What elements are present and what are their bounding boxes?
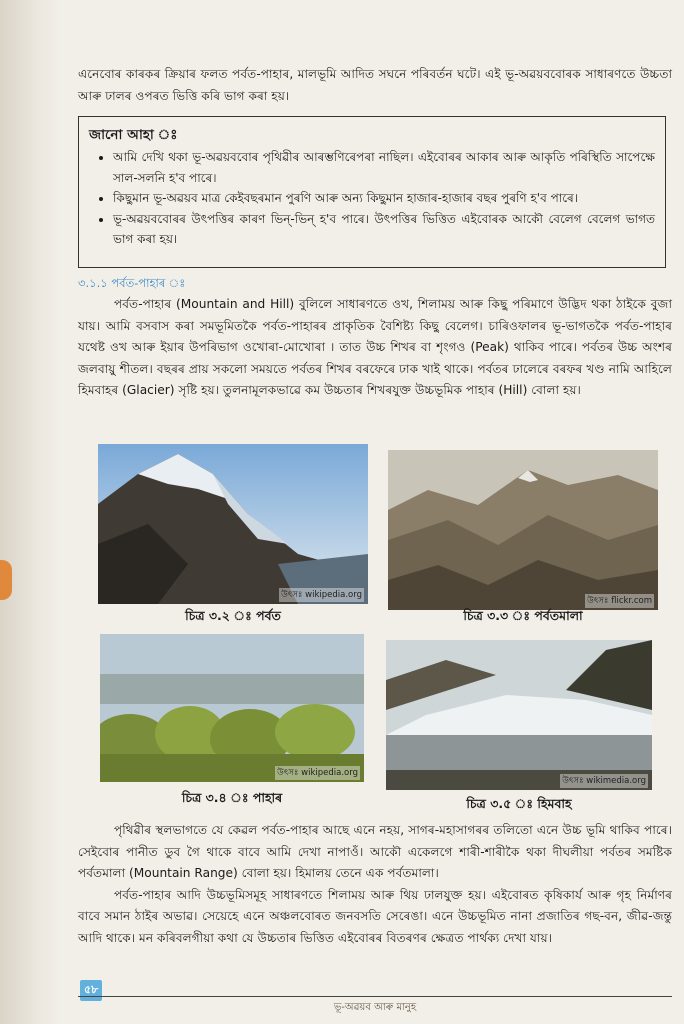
- page-number: ৫৮: [80, 980, 102, 1001]
- book-binding-shadow: [0, 0, 64, 1024]
- hills-illustration: [100, 634, 364, 782]
- know-box-list: [89, 147, 655, 250]
- footer-book-title: ভূ-অৱয়ব আৰু মানুহ: [333, 1002, 417, 1013]
- figure-caption: চিত্ৰ ৩.২ ঃ পৰ্বত: [185, 608, 281, 623]
- photo-credit: উৎসঃ wikipedia.org: [277, 768, 358, 778]
- textbook-page: [78, 62, 672, 1012]
- mountain-photo: [98, 444, 368, 604]
- glacier-illustration: [386, 640, 652, 790]
- know-box-bullet: • আমি দেখি থকা ভূ-অৱয়ববোৰ পৃথিৱীৰ আৰম্ভণিৰেপৰা নাছিল। এইবোৰৰ আকাৰ আৰু আকৃতি পৰিস্থিতি সাপেক্ষে সাল-সলনি হ'ব পাৰে।: [113, 147, 655, 188]
- photo-credit: উৎসঃ wikipedia.org: [281, 590, 362, 600]
- mountain-range-paragraph: পৃথিৱীৰ স্থলভাগতে যে কেৱল পৰ্বত-পাহাৰ আছে এনে নহয়, সাগৰ-মহাসাগৰৰ তলিতো এনে উচ্চ ভূমি থাকিব পাৰে। সেইবোৰ পানীত ডুব গৈ থাকে বাবে আমি দেখা নাপাওঁ। আকৌ একেলগে শাৰী-শাৰীকৈ থকা দীঘলীয়া পৰ্বতৰ সমষ্টিক পৰ্বতমালা (Mountain Range) বোলা হয়। হিমালয় তেনে এক পৰ্বতমালা।: [78, 823, 672, 880]
- figure-caption: চিত্ৰ ৩.৫ ঃ হিমবাহ: [466, 796, 572, 811]
- intro-paragraph: এনেবোৰ কাৰকৰ ক্ৰিয়াৰ ফলত পৰ্বত-পাহাৰ, মালভূমি আদিত সঘনে পৰিবৰ্তন ঘটে। এই ভূ-অৱয়ববোৰক সাধাৰণতে উচ্চতা আৰু ঢালৰ ওপৰত ভিত্তি কৰি ভাগ কৰা হয়।: [78, 67, 672, 103]
- page-edge-tab: [0, 560, 12, 600]
- mountain-range-illustration: [388, 450, 658, 610]
- know-box-bullet: • কিছুমান ভূ-অৱয়ব মাত্ৰ কেইবছৰমান পুৰণি আৰু অন্য কিছুমান হাজাৰ-হাজাৰ বছৰ পুৰণি হ'ব পাৰে।: [113, 188, 655, 209]
- figure-caption: চিত্ৰ ৩.৩ ঃ পৰ্বতমালা: [463, 608, 583, 623]
- figure-caption: চিত্ৰ ৩.৪ ঃ পাহাৰ: [181, 790, 283, 805]
- photo-credit: উৎসঃ wikimedia.org: [562, 776, 646, 786]
- hills-photo: [100, 634, 364, 782]
- know-box-bullet: • ভূ-অৱয়ববোৰৰ উৎপত্তিৰ কাৰণ ভিন্-ভিন্ হ'ব পাৰে। উৎপত্তিৰ ভিত্তিত এইবোৰক আকৌ বেলেগ বেলেগ ভাগত ভাগ কৰা হয়।: [113, 209, 655, 250]
- mountain-paragraph: পৰ্বত-পাহাৰ (Mountain and Hill) বুলিলে সাধাৰণতে ওখ, শিলাময় আৰু কিছু পৰিমাণে উদ্ভিদ থকা ঠাইকে বুজা যায়। আমি বসবাস কৰা সমভূমিতকৈ পৰ্বত-পাহাৰৰ প্ৰাকৃতিক বৈশিষ্ট্য কিছু বেলেগ। চাৰিওফালৰ ভূ-ভাগতকৈ পৰ্বত-পাহাৰ যথেষ্ট ওখ আৰু ইয়াৰ উপৰিভাগ ওখোৰা-মোখোৰা । তাত উচ্চ শিখৰ বা শৃংগও (Peak) থাকিব পাৰে। পৰ্বতৰ উচ্চ অংশৰ জলবায়ু শীতল। বছৰৰ প্ৰায় সকলো সময়তে পৰ্বতৰ শিখৰ বৰফেৰে ঢাক খাই থাকে। পৰ্বতৰ ঢালেৰে বৰফৰ খণ্ড নামি আহিলে হিমবাহৰ (Glacier) সৃষ্টি হয়। তুলনামূলকভাৱে কম উচ্চতাৰ শিখৰযুক্ত উচ্চভূমিক পাহাৰ (Hill) বোলা হয়।: [78, 297, 672, 397]
- mountain-illustration: [98, 444, 368, 604]
- glacier-photo: [386, 640, 652, 790]
- mountain-range-photo: [388, 450, 658, 610]
- know-box-title: জানো আহা ঃ: [89, 127, 178, 143]
- section-heading: ৩.১.১ পৰ্বত-পাহাৰ ঃ: [78, 276, 186, 290]
- lower-text: [78, 820, 672, 949]
- footer-divider: [78, 996, 672, 997]
- know-box: [78, 116, 666, 268]
- photo-credit: উৎসঃ flickr.com: [587, 596, 652, 606]
- settlement-paragraph: পৰ্বত-পাহাৰ আদি উচ্চভূমিসমূহ সাধাৰণতে শিলাময় আৰু থিয় ঢালযুক্ত হয়। এইবোৰত কৃষিকাৰ্য আৰু গৃহ নিৰ্মাণৰ বাবে সমান ঠাইৰ অভাৱ। সেয়েহে এনে অঞ্চলবোৰত জনবসতি সেৰেঙা। এনে উচ্চভূমিত নানা প্ৰজাতিৰ গছ-বন, জীৱ-জন্তু আদি থাকে। মন কৰিবলগীয়া কথা যে উচ্চতাৰ ভিত্তিত এইবোৰৰ বিতৰণৰ ক্ষেত্ৰত পাৰ্থক্য দেখা যায়।: [78, 887, 672, 945]
